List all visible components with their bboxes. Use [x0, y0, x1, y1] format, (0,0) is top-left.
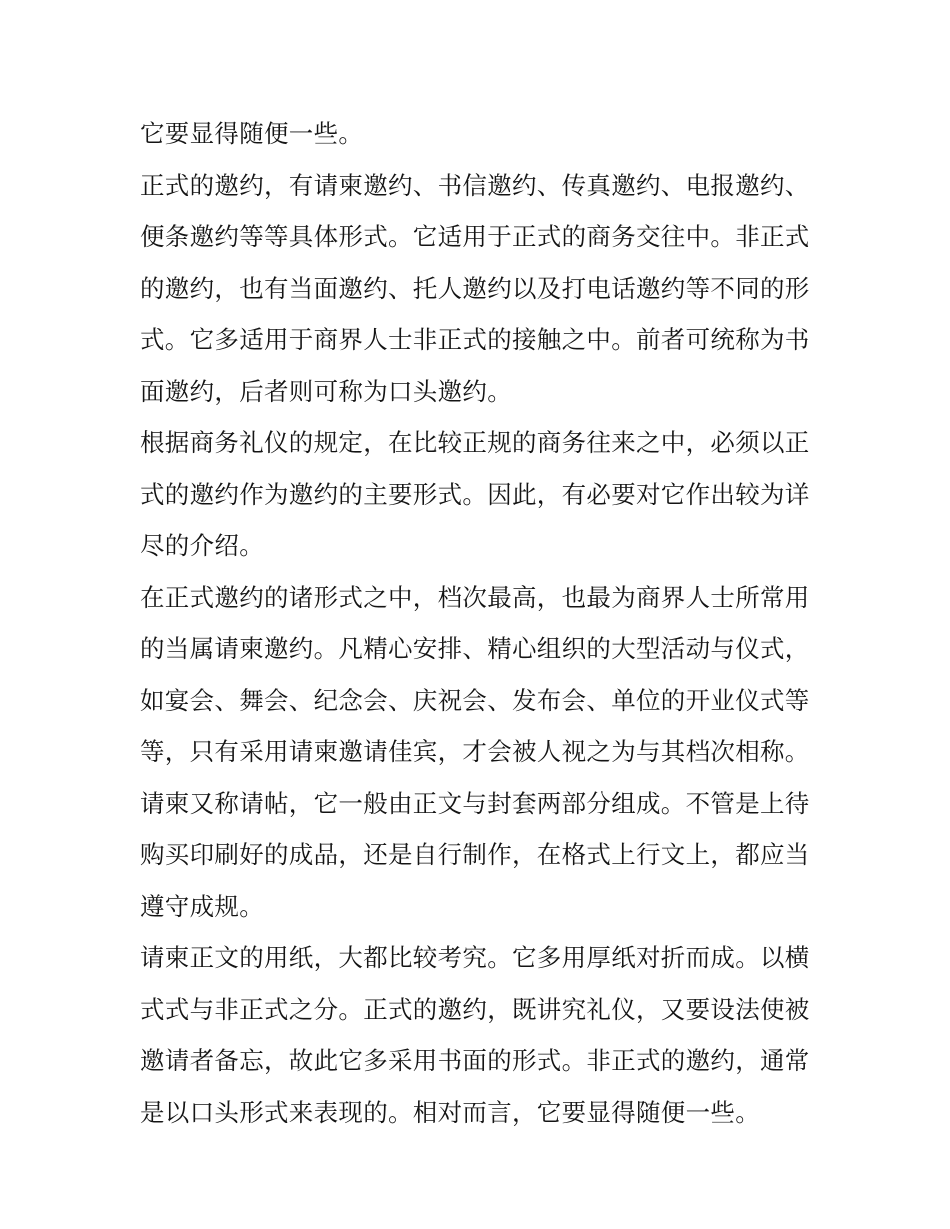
- text-line: 式式与非正式之分。正式的邀约，既讲究礼仪，又要设法使被: [140, 994, 810, 1024]
- text-line: 根据商务礼仪的规定，在比较正规的商务往来之中，必须以正: [140, 428, 810, 457]
- text-line: 式的邀约作为邀约的主要形式。因此，有必要对它作出较为详: [140, 479, 810, 509]
- text-line: 式。它多适用于商界人士非正式的接触之中。前者可统称为书: [140, 325, 810, 354]
- text-line: 便条邀约等等具体形式。它适用于正式的商务交往中。非正式: [140, 222, 810, 251]
- text-line: 等，只有采用请柬邀请佳宾，才会被人视之为与其档次相称。: [140, 737, 810, 766]
- text-line: 如宴会、舞会、纪念会、庆祝会、发布会、单位的开业仪式等: [140, 685, 810, 715]
- document-body: [140, 108, 820, 1138]
- text-line: 的邀约，也有当面邀约、托人邀约以及打电话邀约等不同的形: [140, 273, 810, 303]
- text-line: 购买印刷好的成品，还是自行制作，在格式上行文上，都应当: [140, 840, 810, 869]
- text-line: 请柬正文的用纸，大都比较考究。它多用厚纸对折而成。以横: [140, 943, 810, 972]
- text-line: 邀请者备忘，故此它多采用书面的形式。非正式的邀约，通常: [140, 1046, 810, 1075]
- text-line: 尽的介绍。: [140, 531, 264, 560]
- text-line: 面邀约，后者则可称为口头邀约。: [140, 376, 512, 406]
- text-line: 是以口头形式来表现的。相对而言，它要显得随便一些。: [140, 1097, 760, 1127]
- text-line: 请柬又称请帖，它一般由正文与封套两部分组成。不管是上待: [140, 788, 810, 818]
- text-line: 在正式邀约的诸形式之中，档次最高，也最为商界人士所常用: [140, 582, 810, 612]
- text-line: 它要显得随便一些。: [140, 119, 364, 148]
- text-line: 的当属请柬邀约。凡精心安排、精心组织的大型活动与仪式，: [140, 634, 810, 663]
- text-line: 正式的邀约，有请柬邀约、书信邀约、传真邀约、电报邀约、: [140, 170, 810, 200]
- text-line: 遵守成规。: [140, 891, 264, 921]
